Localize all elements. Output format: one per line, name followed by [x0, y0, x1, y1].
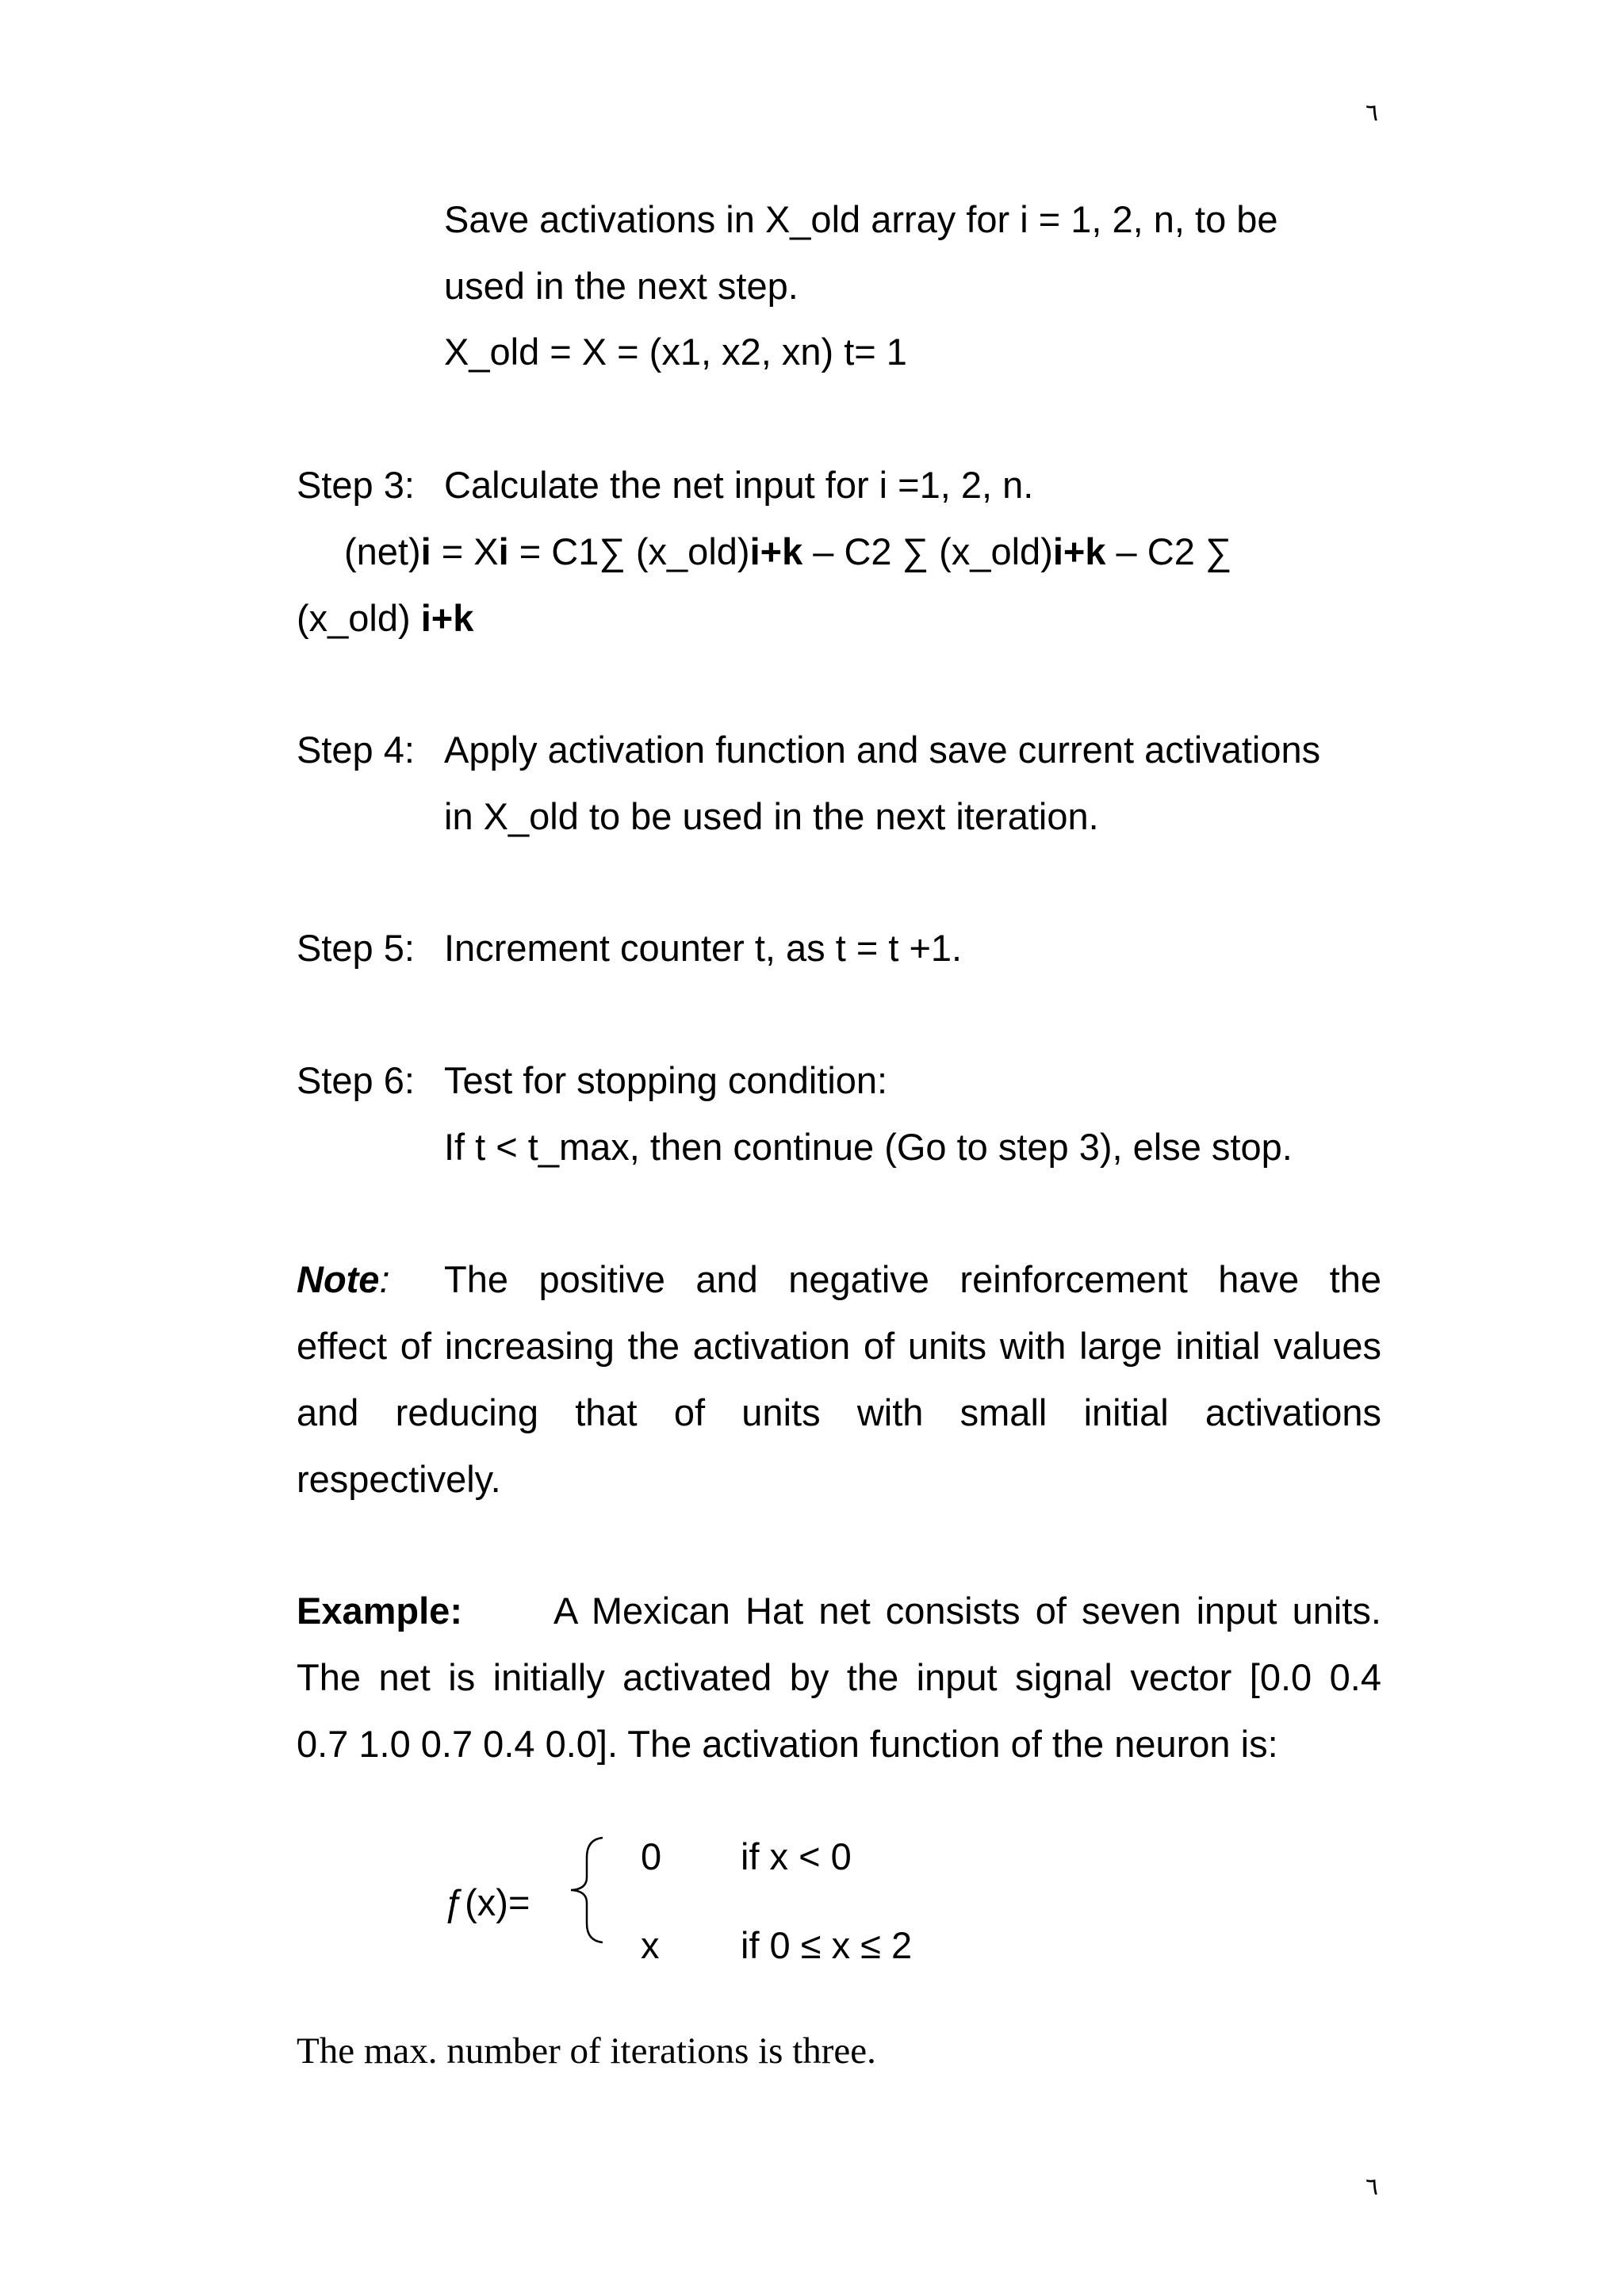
step6-text: Test for stopping condition:	[444, 1059, 888, 1101]
step3-label: Step 3:	[297, 464, 415, 506]
page-number-bottom: ٦	[1365, 2173, 1379, 2201]
step3-formula-line1: (net)i = Xi = C1∑ (x_old)i+k – C2 ∑ (x_old)i+k – C2 ∑	[344, 530, 1232, 572]
example-line1: A Mexican Hat net consists of seven input units.	[553, 1590, 1381, 1632]
case1-value: 0	[641, 1835, 662, 1877]
step5-text: Increment counter t, as t = t +1.	[444, 927, 963, 969]
page-number-top: ٦	[1365, 99, 1379, 127]
example-line3: 0.7 1.0 0.7 0.4 0.0]. The activation function of the neuron is:	[297, 1723, 1278, 1765]
case1-condition: if x < 0	[741, 1835, 852, 1877]
step3-text: Calculate the net input for i =1, 2, n.	[444, 464, 1034, 506]
step4-line2: in X_old to be used in the next iteration.	[444, 795, 1099, 837]
note-line3: and reducing that of units with small initial activations	[297, 1391, 1381, 1433]
left-brace-icon	[555, 1822, 611, 1957]
step4-text: Apply activation function and save current activations	[444, 729, 1321, 771]
function-lhs: ƒ(x)=	[444, 1881, 530, 1923]
note-line1: The positive and negative reinforcement have the	[444, 1258, 1381, 1300]
case2-value: x	[641, 1924, 660, 1966]
step6-label: Step 6:	[297, 1059, 415, 1101]
step5-label: Step 5:	[297, 927, 415, 969]
step4-label: Step 4:	[297, 729, 415, 771]
example-line2: The net is initially activated by the input signal vector [0.0 0.4	[297, 1656, 1381, 1698]
note-label: Note:	[297, 1258, 390, 1300]
closing-line: The max. number of iterations is three.	[297, 2030, 876, 2072]
step2-line1: Save activations in X_old array for i = 1, 2, n, to be	[444, 198, 1278, 240]
step3-formula-line2: (x_old) i+k	[297, 597, 474, 639]
step6-line2: If t < t_max, then continue (Go to step 3), else stop.	[444, 1126, 1293, 1168]
note-line4: respectively.	[297, 1458, 501, 1500]
note-line2: effect of increasing the activation of units with large initial values	[297, 1325, 1381, 1367]
example-label: Example:	[297, 1590, 462, 1632]
case2-condition: if 0 ≤ x ≤ 2	[741, 1924, 913, 1966]
step2-line3: X_old = X = (x1, x2, xn) t= 1	[444, 331, 907, 373]
step2-line2: used in the next step.	[444, 265, 799, 307]
